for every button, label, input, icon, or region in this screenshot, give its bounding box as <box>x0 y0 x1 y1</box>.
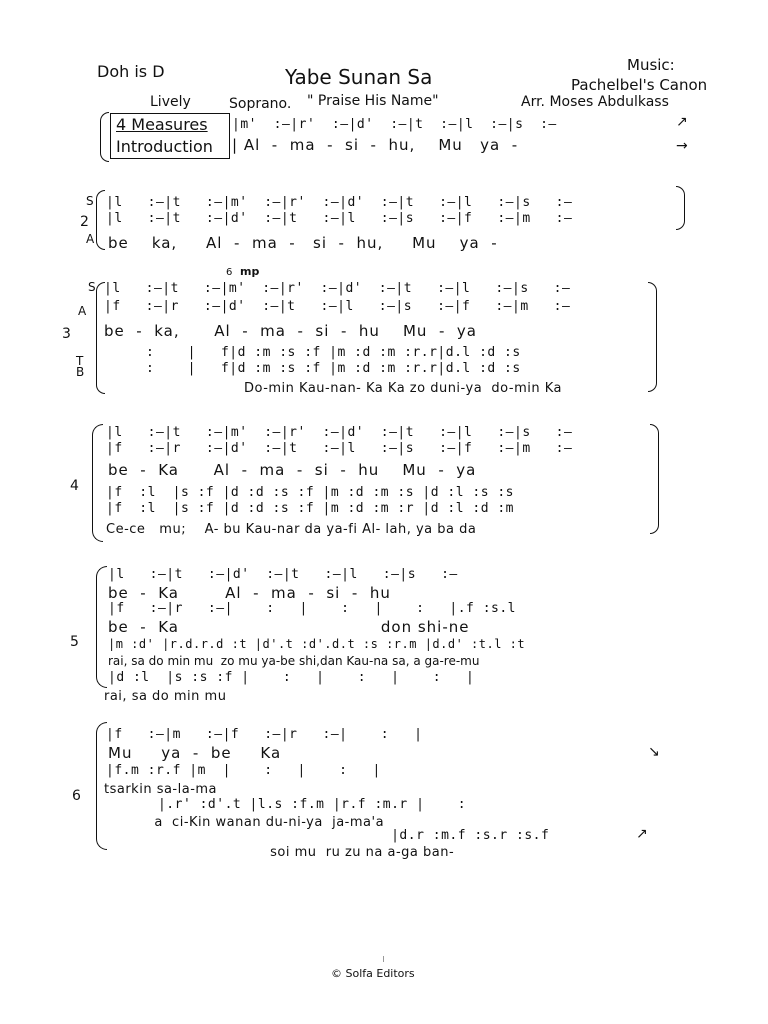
music-credit-label: Music: <box>627 56 675 74</box>
system-5-line-4-notes: |d :l |s :s :f | : | : | : | <box>108 670 475 685</box>
system-5-line-1-notes: |l :—|t :—|d' :—|t :—|l :—|s :— <box>108 567 458 582</box>
system-4-sa-lyrics: be - Ka Al - ma - si - hu Mu - ya <box>108 461 477 479</box>
system-6-line-2-notes: |f.m :r.f |m | : | : | <box>106 763 381 778</box>
voice-marking: Soprano. <box>229 96 292 112</box>
system-1-brace <box>100 112 109 162</box>
system-6-number: 6 <box>72 788 81 804</box>
system-5-line-1-lyrics: be - Ka Al - ma - si - hu <box>108 584 391 602</box>
system-5-line-3-notes: |m :d' |r.d.r.d :t |d'.t :d'.d.t :s :r.m |d.d' :t.l :t <box>108 637 526 651</box>
continue-arrow-icon: ↗ <box>636 826 648 842</box>
system-3-label-a: A <box>78 304 87 318</box>
system-2-label-s: S <box>86 194 94 208</box>
system-3-soprano-notes: |l :—|t :—|m' :—|r' :—|d' :—|t :—|l :—|s :— <box>104 281 571 296</box>
arranger-credit: Arr. Moses Abdulkass <box>521 94 669 110</box>
system-3-dynamic-number: 6 <box>226 267 233 278</box>
system-3-number: 3 <box>62 326 71 342</box>
system-6-line-4-lyrics: soi mu ru zu na a-ga ban- <box>108 845 455 860</box>
system-3-label-tb: T B <box>76 354 85 379</box>
music-credit: Pachelbel's Canon <box>571 76 708 94</box>
system-4-tenor-notes: |f :l |s :f |d :d :s :f |m :d :m :s |d :l :s :s <box>106 485 515 500</box>
system-6-line-1-notes: |f :—|m :—|f :—|r :—| : | <box>106 727 423 742</box>
system-4-brace <box>92 424 103 542</box>
song-subtitle: " Praise His Name" <box>307 93 439 109</box>
system-6-line-2-lyrics: tsarkin sa-la-ma <box>104 782 218 797</box>
system-3-label-s: S <box>88 280 96 294</box>
system-3-alto-notes: |f :—|r :—|d' :—|t :—|l :—|s :—|f :—|m :— <box>104 299 571 314</box>
system-6-line-3-notes: |.r' :d'.t |l.s :f.m |r.f :m.r | : <box>108 797 467 812</box>
system-4-bass-notes: |f :l |s :f |d :d :s :f |m :d :m :r |d :l :d :m <box>106 501 515 516</box>
system-4-tb-lyrics: Ce-ce mu; A- bu Kau-nar da ya-fi Al- lah, ya ba da <box>106 522 477 537</box>
continue-arrow-icon: ↗ <box>676 114 688 130</box>
system-3-dynamic: mp <box>240 265 260 278</box>
system-2-alto-notes: |l :—|t :—|d' :—|t :—|l :—|s :—|f :—|m :— <box>106 211 573 226</box>
system-4-number: 4 <box>70 478 79 494</box>
system-1-notes: |m' :—|r' :—|d' :—|t :—|l :—|s :— <box>232 117 557 132</box>
system-2-label-a: A <box>86 232 95 246</box>
song-title: Yabe Sunan Sa <box>285 65 433 89</box>
system-4-right-brace <box>650 424 659 534</box>
system-5-line-4-lyrics: rai, sa do min mu <box>104 689 227 704</box>
system-2-right-brace <box>676 186 685 230</box>
system-1-lyrics: | Al - ma - si - hu, Mu ya - <box>232 136 519 154</box>
system-5-brace <box>96 566 107 688</box>
system-5-line-3-lyrics: rai, sa do min mu zo mu ya-be shi,dan Kau-na sa, a ga-re-mu <box>108 654 480 668</box>
footer-credit: © Solfa Editors <box>331 967 415 980</box>
intro-measures: 4 Measures <box>116 115 208 134</box>
tempo-marking: Lively <box>150 94 191 110</box>
system-5-line-2-lyrics: be - Ka don shi-ne <box>108 618 470 636</box>
system-5-number: 5 <box>70 634 79 650</box>
system-4-soprano-notes: |l :—|t :—|m' :—|r' :—|d' :—|t :—|l :—|s :— <box>106 425 573 440</box>
system-2-brace <box>96 190 105 250</box>
system-2-soprano-notes: |l :—|t :—|m' :—|r' :—|d' :—|t :—|l :—|s :— <box>106 195 573 210</box>
system-6-line-4-notes: |d.r :m.f :s.r :s.f <box>108 828 550 843</box>
system-5-line-2-notes: |f :—|r :—| : | : | : |.f :s.l <box>108 601 517 616</box>
system-2-number: 2 <box>80 214 89 230</box>
system-3-sa-lyrics: be - ka, Al - ma - si - hu Mu - ya <box>104 322 477 340</box>
key-signature: Doh is D <box>97 62 165 81</box>
system-6-line-1-lyrics: Mu ya - be Ka <box>108 744 282 762</box>
continue-arrow-icon: → <box>676 138 688 154</box>
continue-arrow-icon: ↘ <box>648 744 660 760</box>
footer-divider <box>383 956 384 962</box>
system-4-alto-notes: |f :—|r :—|d' :—|t :—|l :—|s :—|f :—|m :— <box>106 441 573 456</box>
system-3-tb-lyrics: Do-min Kau-nan- Ka Ka zo duni-ya do-min Ka <box>244 381 562 396</box>
system-6-line-3-lyrics: a ci-Kin wanan du-ni-ya ja-ma'a <box>108 815 385 830</box>
system-3-tenor-notes: : | f|d :m :s :f |m :d :m :r.r|d.l :d :s <box>146 345 521 360</box>
system-2-lyrics: be ka, Al - ma - si - hu, Mu ya - <box>108 234 498 252</box>
system-3-right-brace <box>648 282 657 392</box>
intro-label: Introduction <box>116 137 213 156</box>
system-3-bass-notes: : | f|d :m :s :f |m :d :m :r.r|d.l :d :s <box>146 361 521 376</box>
